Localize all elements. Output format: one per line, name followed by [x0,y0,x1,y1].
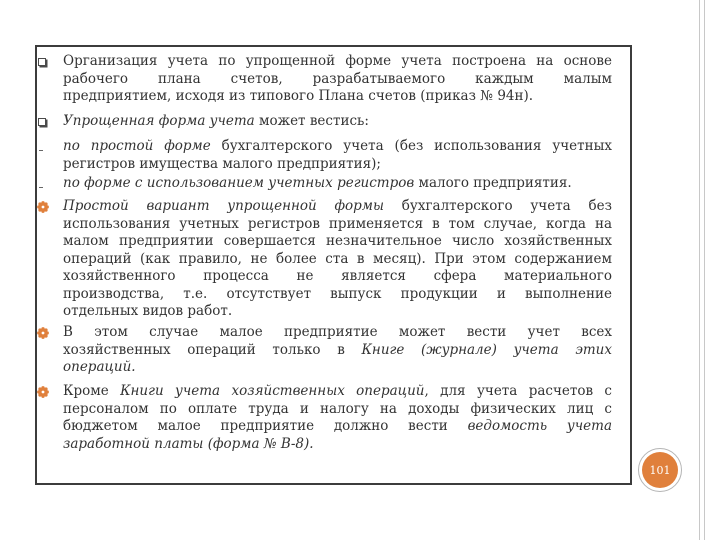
text-line [63,359,612,377]
text-line [63,342,612,360]
right-rail-line [699,0,700,540]
italic-text-run: Книге (журнале) учета этих [361,341,612,358]
text-run: персоналом по оплате труда и налогу на доходы физических лиц с [63,400,612,417]
italic-text-run: заработной платы (форма № В-8). [63,435,314,452]
dash-bullet-icon [39,150,43,151]
bullet-paragraph [63,113,612,131]
text-run: В этом случае малое предприятие может вести учет всех [63,324,612,340]
text-run: использования учетных регистров применяется в том случае, когда на [63,215,612,232]
text-run: хозяйственных операций только в [63,341,362,358]
orange-flower-bullet-icon [37,327,49,339]
bullet-paragraph [63,138,612,173]
text-line [63,88,612,106]
page-number: 101 [642,452,678,488]
italic-text-run: по простой форме [63,138,211,154]
bullet-paragraph [63,175,612,193]
text-line [63,401,612,419]
text-line [63,53,612,71]
text-run: бюджетом малое предприятие должно вести [63,418,468,434]
italic-text-run: по форме с использованием учетных регистров [63,175,415,191]
checkbox-square-bullet-icon [38,58,46,66]
text-line [63,303,612,321]
text-run: производства, т.е. отсутствует выпуск продукции и выполнение [63,285,612,302]
italic-text-run: ведомость учета [467,418,612,434]
italic-text-run: Упрощенная форма учета [63,113,255,129]
italic-text-run: Простой вариант упрощенной формы [63,198,384,214]
text-line [63,383,612,401]
text-line [63,138,612,156]
text-run: Кроме [63,383,121,399]
text-run: операций (как правило, не более ста в месяц). При этом содержанием [63,250,612,267]
italic-text-run: операций. [63,359,136,375]
bullet-paragraph [63,53,612,106]
bullet-paragraph [63,324,612,377]
text-run: рабочего плана счетов, разрабатываемого каждым малым [63,70,612,87]
text-run: , для учета расчетов с [424,383,612,399]
orange-flower-bullet-icon [37,386,49,398]
page-number-badge [638,448,682,492]
text-line [63,71,612,89]
right-rail-line [704,0,705,540]
content-box [35,45,632,485]
text-line [63,113,612,131]
dash-bullet-icon [39,187,43,188]
text-run: малого предприятия. [414,175,572,191]
text-line [63,156,612,174]
text-line [63,198,612,216]
text-line [63,436,612,454]
text-run: может вестись: [254,113,369,129]
text-run: бухгалтерского учета без [383,198,612,214]
bullet-paragraph [63,198,612,321]
text-line [63,216,612,234]
text-line [63,251,612,269]
text-line [63,324,612,342]
text-run: регистров имущества малого предприятия); [63,155,381,172]
text-run: предприятием, исходя из типового Плана счетов (приказ № 94н). [63,88,534,104]
text-line [63,286,612,304]
text-line [63,268,612,286]
text-line [63,175,612,193]
text-line [63,418,612,436]
text-line [63,233,612,251]
text-run: отдельных видов работ. [63,303,233,319]
text-run: Организация учета по упрощенной форме учета построена на основе [63,53,612,69]
checkbox-square-bullet-icon [38,118,46,126]
text-run: малом предприятии совершается незначительное число хозяйственных [63,233,613,249]
orange-flower-bullet-icon [37,201,49,213]
bullet-paragraph [63,383,612,453]
italic-text-run: Книги учета хозяйственных операций [120,383,425,399]
text-run: бухгалтерского учета (без использования учетных [210,138,612,154]
text-run: хозяйственного процесса не является сфера материального [63,268,612,284]
